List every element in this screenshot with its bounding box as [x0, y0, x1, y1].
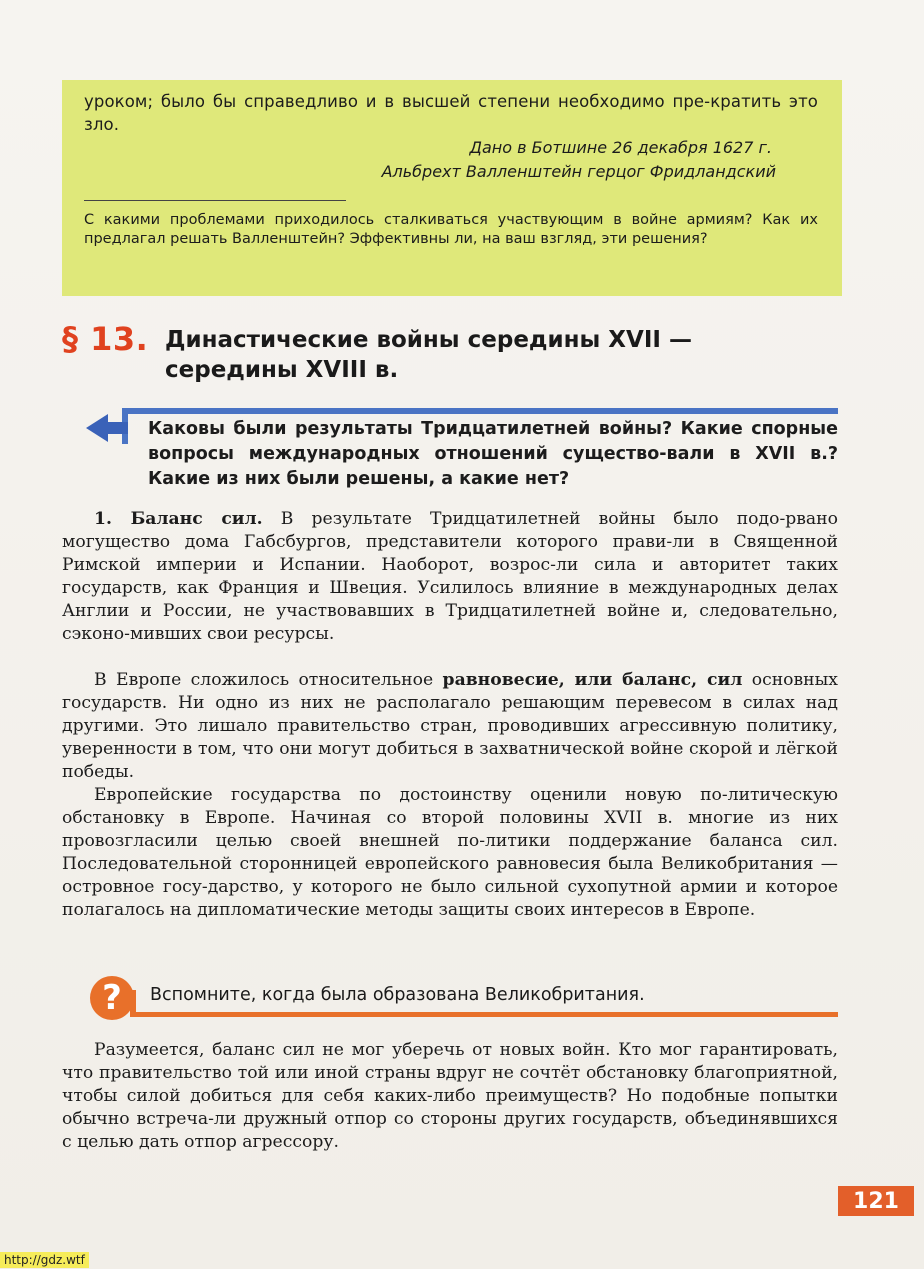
- paragraph-new-wars: Разумеется, баланс сил не мог уберечь от новых войн. Кто мог гарантировать, что правительство той или иной страны вдруг не сочтёт обстановку благоприятной, чтобы силой добиться для себя каких-либо преимуществ? Но подобные попытки обычно встреча-ли дружный отпор со стороны других государств, объединявшихся с целью дать отпор агрессору.: [62, 1040, 838, 1152]
- paragraph-text: основных государств. Ни одно из них не располагало решающим перевесом в силах над другими. Это лишало правительство стран, проводивших агрессивную политику, уверенности в том, что они могут добиться в захватнической войне скорой и лёгкой победы.: [62, 670, 839, 782]
- watermark-link[interactable]: http://gdz.wtf: [0, 1252, 89, 1268]
- signature-author: Альбрехт Валленштейн герцог Фридландский: [381, 162, 776, 181]
- paragraph-text: В результате Тридцатилетней войны было подо-рвано могущество дома Габсбургов, представители которого прави-ли в Священной Римской империи и Испании. Наоборот, возрос-ли сила и авторитет таких государств, как Франция и Швеция. Усилилось влияние в международных делах Англии и России, не участвовавших в Тридцатилетней войне и, следовательно, сэконо-мивших свои ресурсы.: [62, 509, 838, 644]
- paragraph-balance-of-power: [62, 508, 838, 646]
- section-title: Династические войны середины XVII — середины XVIII в.: [165, 327, 692, 383]
- key-term: равновесие, или баланс, сил: [442, 670, 743, 690]
- paragraph-equilibrium: [62, 669, 838, 784]
- paragraph-heading: 1. Баланс сил.: [94, 509, 263, 529]
- paragraph-european-states: Европейские государства по достоинству оценили новую по-литическую обстановку в Европе. Начиная со второй половины XVII в. многие из них провозгласили целью своей внешней по-литики поддержание баланса сил. Последовательной сторонницей европейского равновесия была Великобритания — островное госу-дарство, у которого не было сильной сухопутной армии и которое полагалось на дипломатические методы защиты своих интересов в Европе.: [62, 785, 838, 920]
- source-divider: [84, 200, 346, 201]
- paragraph-text: В Европе сложилось относительное: [94, 670, 443, 690]
- source-signature: [84, 136, 818, 184]
- signature-date: Дано в Ботшине 26 декабря 1627 г.: [469, 138, 772, 157]
- recall-question-text: Вспомните, когда была образована Великобритания.: [150, 985, 645, 1005]
- historical-source-box: [62, 80, 842, 296]
- section-number: § 13.: [62, 320, 149, 358]
- lead-question: Каковы были результаты Тридцатилетней войны? Какие спорные вопросы международных отношений существо-вали в XVII в.? Какие из них были решены, а какие нет?: [148, 419, 838, 489]
- source-text: уроком; было бы справедливо и в высшей степени необходимо пре-кратить это зло.: [84, 92, 818, 134]
- source-questions: С какими проблемами приходилось сталкиваться участвующим в войне армиям? Как их предлагал решать Валленштейн? Эффективны ли, на ваш взгляд, эти решения?: [84, 212, 818, 247]
- question-icon: ?: [90, 976, 134, 1020]
- page-number: 121: [838, 1186, 914, 1216]
